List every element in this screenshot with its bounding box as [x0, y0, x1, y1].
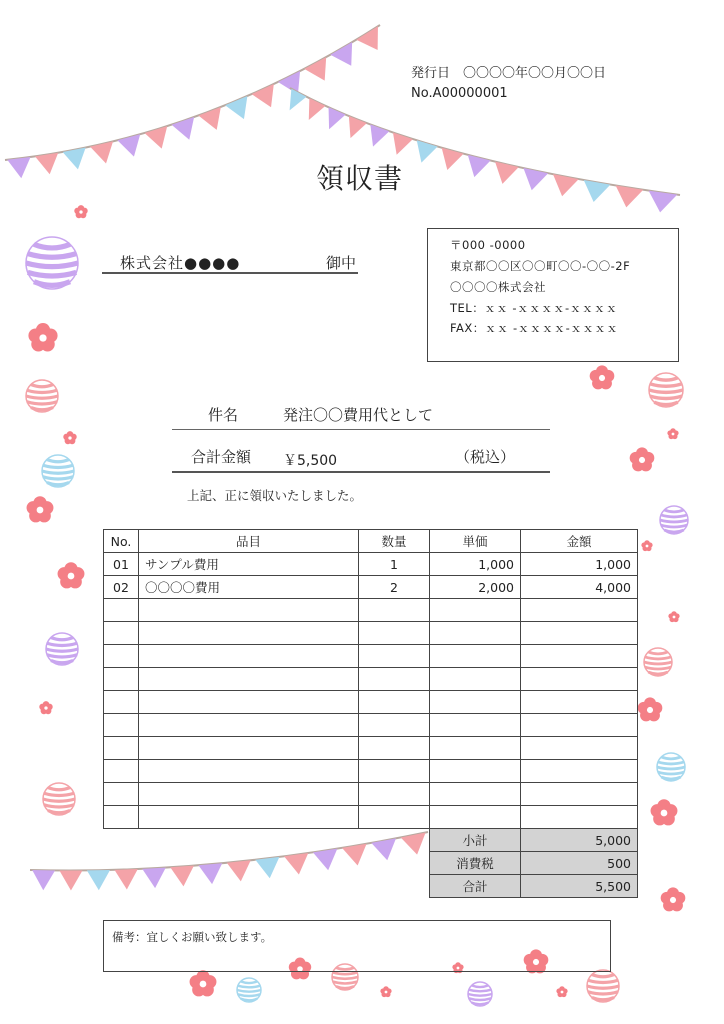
cell-quantity	[359, 783, 430, 806]
bunting-flag-icon	[114, 869, 137, 889]
bunting-flag-icon	[442, 148, 464, 170]
cell-quantity	[359, 737, 430, 760]
flower-icon	[380, 986, 391, 997]
header-item: 品目	[139, 530, 359, 553]
flower-icon	[667, 428, 678, 439]
subject-value: 発注〇〇費用代として	[283, 406, 434, 424]
issuer-postal-code: 〒000 -0000	[450, 238, 526, 252]
received-statement: 上記、正に領収いたしました。	[187, 488, 363, 503]
grand-total-value: 5,500	[521, 875, 638, 898]
cell-amount	[521, 668, 638, 691]
cell-amount	[521, 622, 638, 645]
cell-unit-price	[430, 737, 521, 760]
flower-icon	[630, 447, 655, 471]
remarks-text: 備考：宜しくお願い致します。	[112, 930, 273, 944]
table-row	[104, 622, 638, 645]
tax-included-note: （税込）	[455, 448, 516, 466]
issue-date: 発行日 〇〇〇〇年〇〇月〇〇日	[411, 66, 607, 81]
cell-amount: 4,000	[521, 576, 638, 599]
header-unit-price: 単価	[430, 530, 521, 553]
cell-unit-price	[430, 806, 521, 829]
flower-icon	[28, 323, 57, 351]
cell-amount	[521, 783, 638, 806]
subject-line	[172, 402, 550, 430]
bunting-flag-icon	[142, 868, 165, 889]
flower-icon	[63, 431, 76, 444]
recipient-name: 株式会社●●●●	[120, 254, 241, 272]
flower-icon	[661, 887, 686, 911]
cell-item	[139, 622, 359, 645]
header-no: No.	[104, 530, 139, 553]
subtotal-value: 5,000	[521, 829, 638, 852]
paper-balloon-icon	[42, 455, 74, 487]
header-amount: 金額	[521, 530, 638, 553]
cell-item	[139, 668, 359, 691]
cell-quantity: 2	[359, 576, 430, 599]
flower-icon	[638, 697, 663, 721]
cell-amount	[521, 599, 638, 622]
bunting-flag-icon	[495, 162, 519, 184]
subtotal-label: 小計	[430, 829, 521, 852]
cell-no	[104, 645, 139, 668]
flower-icon	[668, 611, 679, 622]
cell-quantity	[359, 622, 430, 645]
cell-quantity	[359, 714, 430, 737]
tax-label: 消費税	[430, 852, 521, 875]
flower-icon	[27, 496, 54, 522]
bunting-flag-icon	[255, 857, 279, 878]
table-row	[104, 599, 638, 622]
cell-unit-price	[430, 645, 521, 668]
paper-balloon-icon	[26, 380, 58, 412]
cell-amount	[521, 760, 638, 783]
cell-unit-price	[430, 668, 521, 691]
cell-unit-price	[430, 622, 521, 645]
header-quantity: 数量	[359, 530, 430, 553]
cell-quantity: 1	[359, 553, 430, 576]
recipient-block	[102, 250, 358, 274]
paper-balloon-icon	[26, 237, 78, 289]
cell-amount	[521, 714, 638, 737]
bunting-flag-icon	[304, 57, 326, 81]
paper-balloon-icon	[649, 373, 683, 407]
table-row	[104, 668, 638, 691]
grand-total-label: 合計	[430, 875, 521, 898]
paper-balloon-icon	[468, 982, 492, 1006]
paper-balloon-icon	[644, 648, 672, 676]
cell-item	[139, 599, 359, 622]
table-row	[104, 691, 638, 714]
bunting-flag-icon	[198, 863, 222, 884]
issuer-address: 東京都〇〇区〇〇町〇〇-〇〇-2F	[450, 259, 631, 273]
cell-item	[139, 806, 359, 829]
bunting-flag-icon	[170, 866, 194, 887]
cell-amount	[521, 806, 638, 829]
paper-balloon-icon	[46, 633, 78, 665]
bunting-flag-icon	[523, 168, 548, 190]
cell-quantity	[359, 806, 430, 829]
summary-row-tax	[430, 852, 638, 875]
table-row	[104, 783, 638, 806]
table-row	[104, 714, 638, 737]
items-table	[103, 529, 638, 829]
bunting-flag-icon	[35, 153, 58, 175]
bunting-flag-icon	[7, 157, 30, 178]
issuer-company: 〇〇〇〇株式会社	[450, 280, 546, 294]
tax-value: 500	[521, 852, 638, 875]
bunting-flag-icon	[330, 42, 352, 66]
cell-unit-price	[430, 714, 521, 737]
total-label: 合計金額	[191, 448, 252, 466]
bunting-flag-icon	[393, 133, 413, 155]
cell-amount: 1,000	[521, 553, 638, 576]
summary-table	[429, 828, 638, 898]
cell-unit-price: 1,000	[430, 553, 521, 576]
cell-quantity	[359, 599, 430, 622]
bunting-flag-icon	[117, 134, 140, 156]
cell-unit-price: 2,000	[430, 576, 521, 599]
bunting-flag-icon	[284, 853, 308, 874]
cell-quantity	[359, 760, 430, 783]
total-amount-line	[172, 443, 550, 473]
cell-item	[139, 760, 359, 783]
paper-balloon-icon	[657, 753, 685, 781]
cell-item	[139, 691, 359, 714]
cell-no	[104, 760, 139, 783]
bunting-flag-icon	[59, 870, 82, 890]
cell-item	[139, 714, 359, 737]
issuer-box	[427, 228, 679, 362]
table-row	[104, 553, 638, 576]
items-header-row	[104, 530, 638, 553]
paper-balloon-icon	[587, 970, 619, 1002]
bunting-flag-icon	[227, 860, 251, 881]
remarks-box	[103, 920, 611, 972]
cell-no	[104, 714, 139, 737]
cell-no: 02	[104, 576, 139, 599]
paper-balloon-icon	[237, 978, 261, 1002]
cell-no	[104, 806, 139, 829]
bunting-flag-icon	[252, 84, 274, 107]
cell-item: サンプル費用	[139, 553, 359, 576]
bunting-flag-icon	[417, 140, 438, 162]
cell-no	[104, 599, 139, 622]
paper-balloon-icon	[43, 783, 75, 815]
cell-item	[139, 783, 359, 806]
bunting-flag-icon	[90, 141, 113, 163]
total-value: ￥5,500	[283, 453, 338, 469]
cell-unit-price	[430, 691, 521, 714]
bunting-flag-icon	[87, 870, 110, 890]
bunting-flag-icon	[32, 870, 55, 890]
table-row	[104, 760, 638, 783]
flower-icon	[58, 562, 85, 588]
cell-item	[139, 737, 359, 760]
issuer-tel: TEL：ｘｘ -ｘｘｘｘ-ｘｘｘｘ	[450, 301, 618, 315]
flower-icon	[39, 701, 52, 714]
flower-icon	[641, 540, 652, 551]
document-number: No.A00000001	[411, 86, 508, 101]
cell-item: 〇〇〇〇費用	[139, 576, 359, 599]
flower-icon	[556, 986, 567, 997]
table-row	[104, 576, 638, 599]
issuer-fax: FAX：ｘｘ -ｘｘｘｘ-ｘｘｘｘ	[450, 321, 619, 335]
table-row	[104, 737, 638, 760]
paper-balloon-icon	[660, 506, 688, 534]
cell-amount	[521, 691, 638, 714]
cell-amount	[521, 737, 638, 760]
cell-amount	[521, 645, 638, 668]
flower-icon	[590, 365, 615, 389]
cell-no	[104, 668, 139, 691]
cell-unit-price	[430, 783, 521, 806]
recipient-honorific: 御中	[325, 254, 356, 272]
cell-no	[104, 691, 139, 714]
summary-row-total	[430, 875, 638, 898]
cell-no: 01	[104, 553, 139, 576]
subject-label: 件名	[208, 406, 239, 424]
summary-row-subtotal	[430, 829, 638, 852]
cell-quantity	[359, 668, 430, 691]
flower-icon	[74, 205, 87, 218]
cell-no	[104, 783, 139, 806]
cell-item	[139, 645, 359, 668]
cell-unit-price	[430, 599, 521, 622]
flower-icon	[651, 799, 678, 825]
cell-quantity	[359, 691, 430, 714]
page-title: 領収書	[316, 162, 404, 195]
cell-quantity	[359, 645, 430, 668]
flower-icon	[190, 970, 217, 996]
bunting-flag-icon	[468, 155, 491, 177]
cell-no	[104, 622, 139, 645]
bunting-flag-icon	[356, 26, 378, 50]
bunting-flag-icon	[225, 96, 247, 119]
table-row	[104, 806, 638, 829]
cell-unit-price	[430, 760, 521, 783]
cell-no	[104, 737, 139, 760]
table-row	[104, 645, 638, 668]
bunting-flag-icon	[313, 849, 337, 871]
